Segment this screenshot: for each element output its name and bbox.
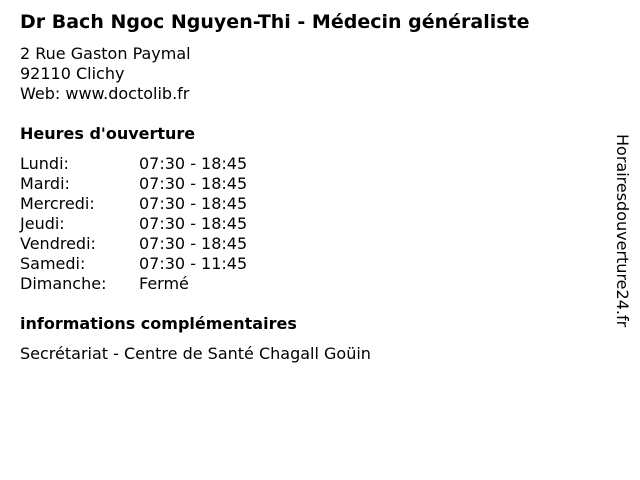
time-value: 07:30 - 11:45: [139, 254, 248, 273]
hours-row-monday: [20, 154, 247, 174]
time-value: Fermé: [139, 274, 189, 293]
hours-row-thursday: [20, 214, 247, 234]
address-street: 2 Rue Gaston Paymal: [20, 44, 191, 63]
address-web: Web: www.doctolib.fr: [20, 84, 190, 103]
hours-row-saturday: [20, 254, 247, 274]
address-city: 92110 Clichy: [20, 64, 125, 83]
info-heading: informations complémentaires: [20, 314, 297, 333]
info-text: Secrétariat - Centre de Santé Chagall Goüin: [20, 344, 371, 363]
hours-row-wednesday: [20, 194, 247, 214]
hours-row-sunday: [20, 274, 247, 294]
address-block: [20, 44, 191, 104]
day-label: Dimanche:: [20, 274, 107, 293]
time-value: 07:30 - 18:45: [139, 174, 248, 193]
hours-table: [20, 154, 247, 294]
time-value: 07:30 - 18:45: [139, 214, 248, 233]
day-label: Jeudi:: [20, 214, 65, 233]
page-title: Dr Bach Ngoc Nguyen-Thi - Médecin généraliste: [20, 11, 530, 33]
hours-row-tuesday: [20, 174, 247, 194]
time-value: 07:30 - 18:45: [139, 194, 248, 213]
hours-heading: Heures d'ouverture: [20, 124, 196, 143]
day-label: Samedi:: [20, 254, 86, 273]
site-watermark: Horairesdouverture24.fr: [613, 134, 632, 328]
time-value: 07:30 - 18:45: [139, 154, 248, 173]
time-value: 07:30 - 18:45: [139, 234, 248, 253]
hours-row-friday: [20, 234, 247, 254]
day-label: Mardi:: [20, 174, 70, 193]
day-label: Lundi:: [20, 154, 69, 173]
day-label: Mercredi:: [20, 194, 95, 213]
day-label: Vendredi:: [20, 234, 96, 253]
